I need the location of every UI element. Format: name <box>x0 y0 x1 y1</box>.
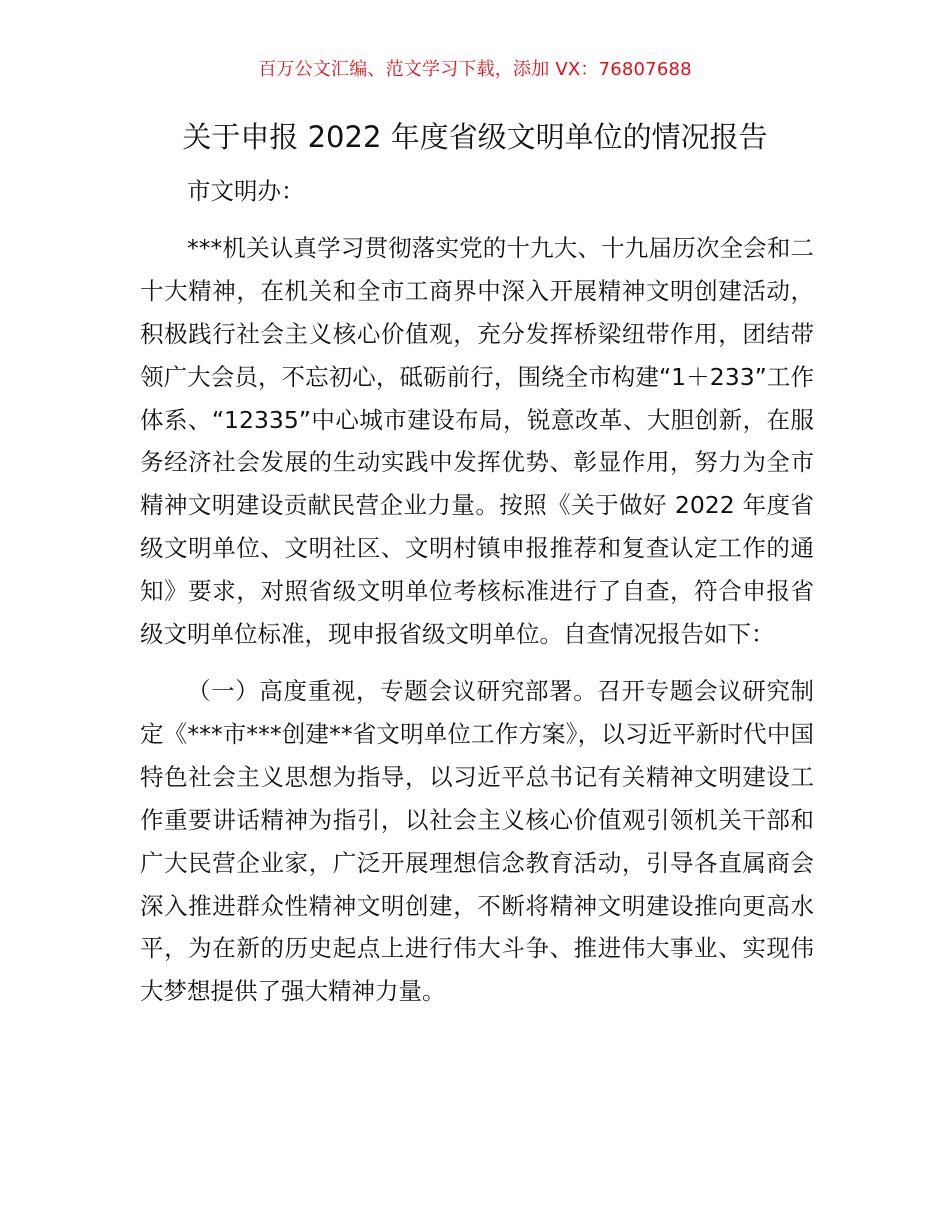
document-body <box>140 170 814 1013</box>
watermark-header: 百万公文汇编、范文学习下载，添加 VX：76807688 <box>258 59 692 80</box>
document-title: 关于申报 2022 年度省级文明单位的情况报告 <box>182 120 768 154</box>
paragraph-section-1: （一）高度重视，专题会议研究部署。召开专题会议研究制定《***市***创建**省文明单位工作方案》，以习近平新时代中国特色社会主义思想为指导，以习近平总书记有关精神文明建设工作重要讲话精神为指引，以社会主义核心价值观引领机关干部和广大民营企业家，广泛开展理想信念教育活动，引导各直属商会深入推进群众性精神文明创建，不断将精神文明建设推向更高水平，为在新的历史起点上进行伟大斗争、推进伟大事业、实现伟大梦想提供了强大精神力量。 <box>140 676 814 1006</box>
salutation: 市文明办： <box>187 177 305 205</box>
paragraph-intro: ***机关认真学习贯彻落实党的十九大、十九届历次全会和二十大精神，在机关和全市工商界中深入开展精神文明创建活动，积极践行社会主义核心价值观，充分发挥桥梁纽带作用，团结带领广大会员，不忘初心，砥砺前行，围绕全市构建“1＋233”工作体系、“12335”中心城市建设布局，锐意改革、大胆创新，在服务经济社会发展的生动实践中发挥优势、彰显作用，努力为全市精神文明建设贡献民营企业力量。按照《关于做好 2022 年度省级文明单位、文明社区、文明村镇申报推荐和复查认定工作的通知》要求，对照省级文明单位考核标准进行了自查，符合申报省级文明单位标准，现申报省级文明单位。自查情况报告如下： <box>140 233 814 649</box>
